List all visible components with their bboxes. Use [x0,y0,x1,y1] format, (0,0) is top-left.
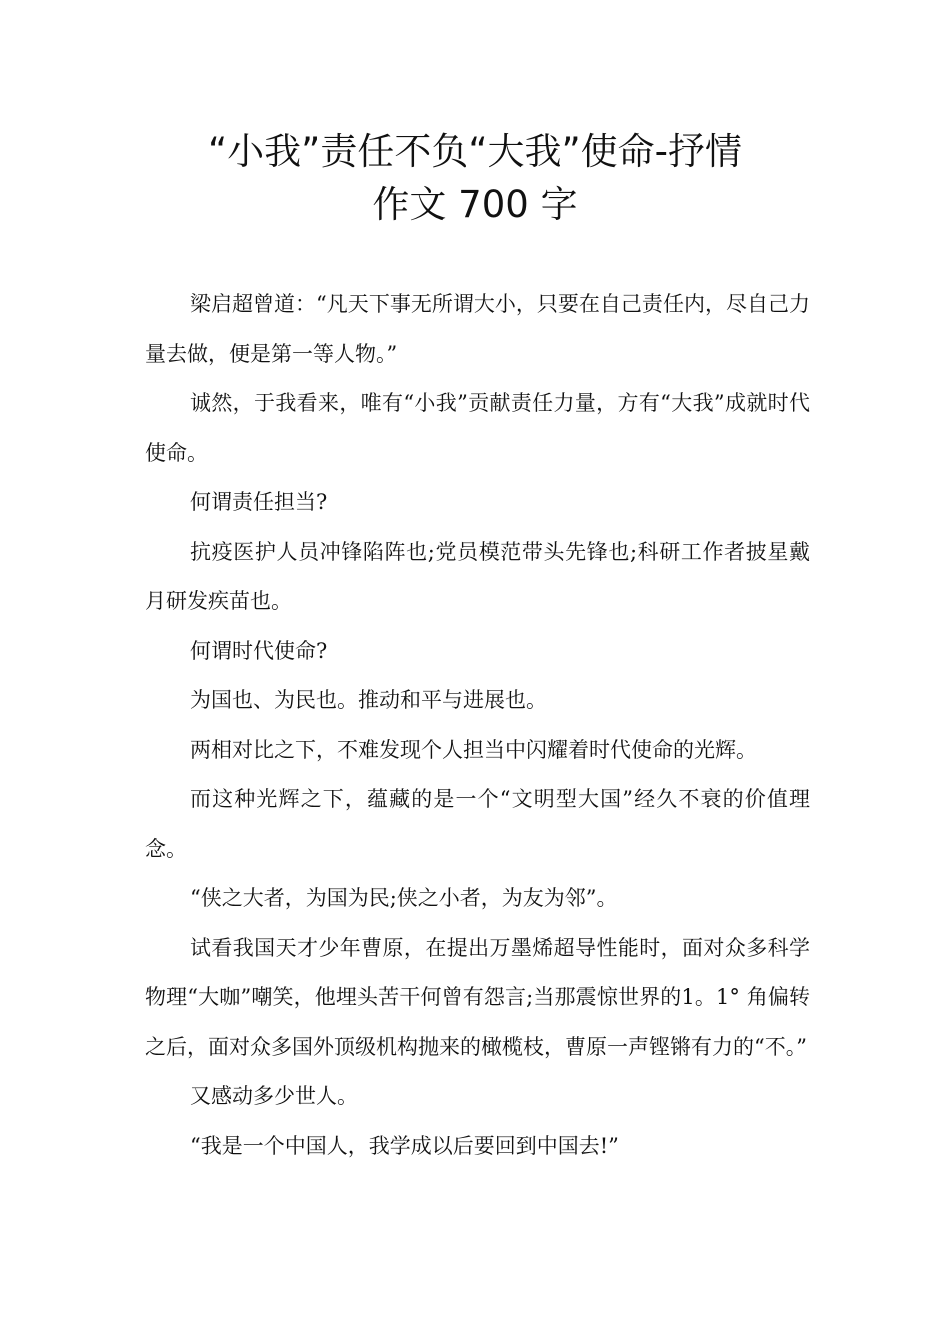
paragraph: 何谓时代使命? [190,638,328,663]
paragraph: 诚然，于我看来，唯有“小我”贡献责任力量，方有“大我”成就时代使命。 [145,391,810,465]
paragraph: 梁启超曾道：“凡天下事无所谓大小，只要在自己责任内，尽自己力量去做，便是第一等人物。” [145,292,810,366]
paragraph: 两相对比之下，不难发现个人担当中闪耀着时代使命的光辉。 [190,737,757,762]
paragraph: 为国也、为民也。推动和平与进展也。 [190,688,547,712]
document-body [145,280,810,1171]
paragraph: 而这种光辉之下，蕴藏的是一个“文明型大国”经久不衰的价值理念。 [145,787,810,861]
paragraph: “我是一个中国人，我学成以后要回到中国去!” [190,1133,619,1158]
paragraph: 试看我国天才少年曹原，在提出万墨烯超导性能时，面对众多科学物理“大咖”嘲笑，他埋头苦干何曾有怨言;当那震惊世界的1。1° 角偏转之后，面对众多国外顶级机构抛来的橄榄枝，曹原一声铿锵有力的“不。” [145,935,810,1059]
paragraph: 何谓责任担当? [190,490,328,514]
document-title-line-2: 作文 700 字 [372,183,578,226]
paragraph: 又感动多少世人。 [190,1084,358,1108]
paragraph: “侠之大者，为国为民;侠之小者，为友为邻”。 [190,886,618,910]
document-title-line-1: “小我”责任不负“大我”使命-抒情 [207,130,743,173]
paragraph: 抗疫医护人员冲锋陷阵也;党员模范带头先锋也;科研工作者披星戴月研发疾苗也。 [145,539,810,613]
